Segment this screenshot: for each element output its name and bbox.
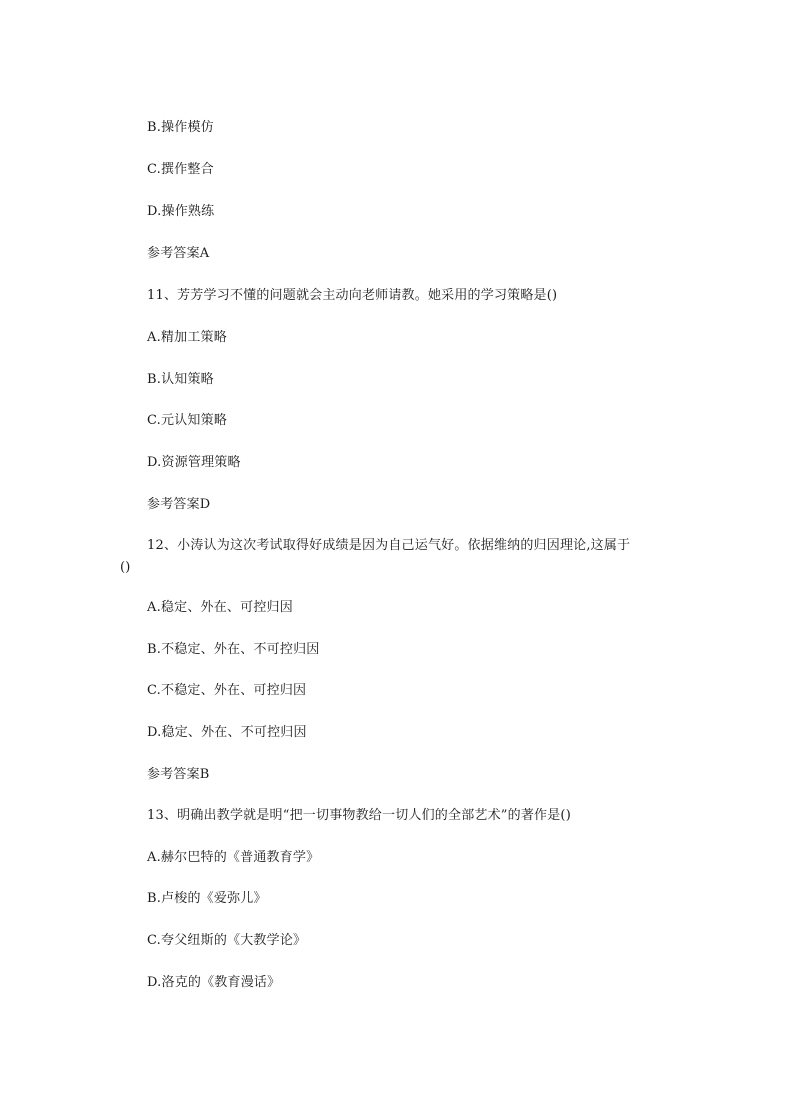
question-12: 12、小涛认为这次考试取得好成绩是因为自己运气好。依据维纳的归因理论,这属于() [120,538,631,575]
answer-q11: 参考答案D [147,497,211,512]
answer-q10: 参考答案A [147,246,210,261]
question-13: 13、明确出教学就是明“把一切事物教给一切人们的全部艺术”的著作是() [147,808,571,823]
option-c-q12: C.不稳定、外在、可控归因 [147,683,307,698]
option-a-q13: A.赫尔巴特的《普通教育学》 [147,850,320,865]
option-a-q11: A.精加工策略 [147,330,227,345]
option-b-q12: B.不稳定、外在、不可控归因 [147,642,320,657]
option-c-q10: C.撰作整合 [147,162,214,177]
option-a-q12: A.稳定、外在、可控归因 [147,600,293,615]
answer-q12: 参考答案B [147,767,210,782]
option-b-q10: B.操作模仿 [147,120,214,135]
option-d-q12: D.稳定、外在、不可控归因 [147,725,307,740]
option-d-q11: D.资源管理策略 [147,455,241,470]
option-b-q13: B.卢梭的《爱弥儿》 [147,891,267,906]
question-11: 11、芳芳学习不懂的问题就会主动向老师请教。她采用的学习策略是() [147,288,558,303]
option-d-q13: D.洛克的《教育漫话》 [147,975,281,990]
option-c-q13: C.夸父纽斯的《大教学论》 [147,933,307,948]
option-b-q11: B.认知策略 [147,372,214,387]
option-d-q10: D.操作熟练 [147,204,215,219]
option-c-q11: C.元认知策略 [147,413,228,428]
